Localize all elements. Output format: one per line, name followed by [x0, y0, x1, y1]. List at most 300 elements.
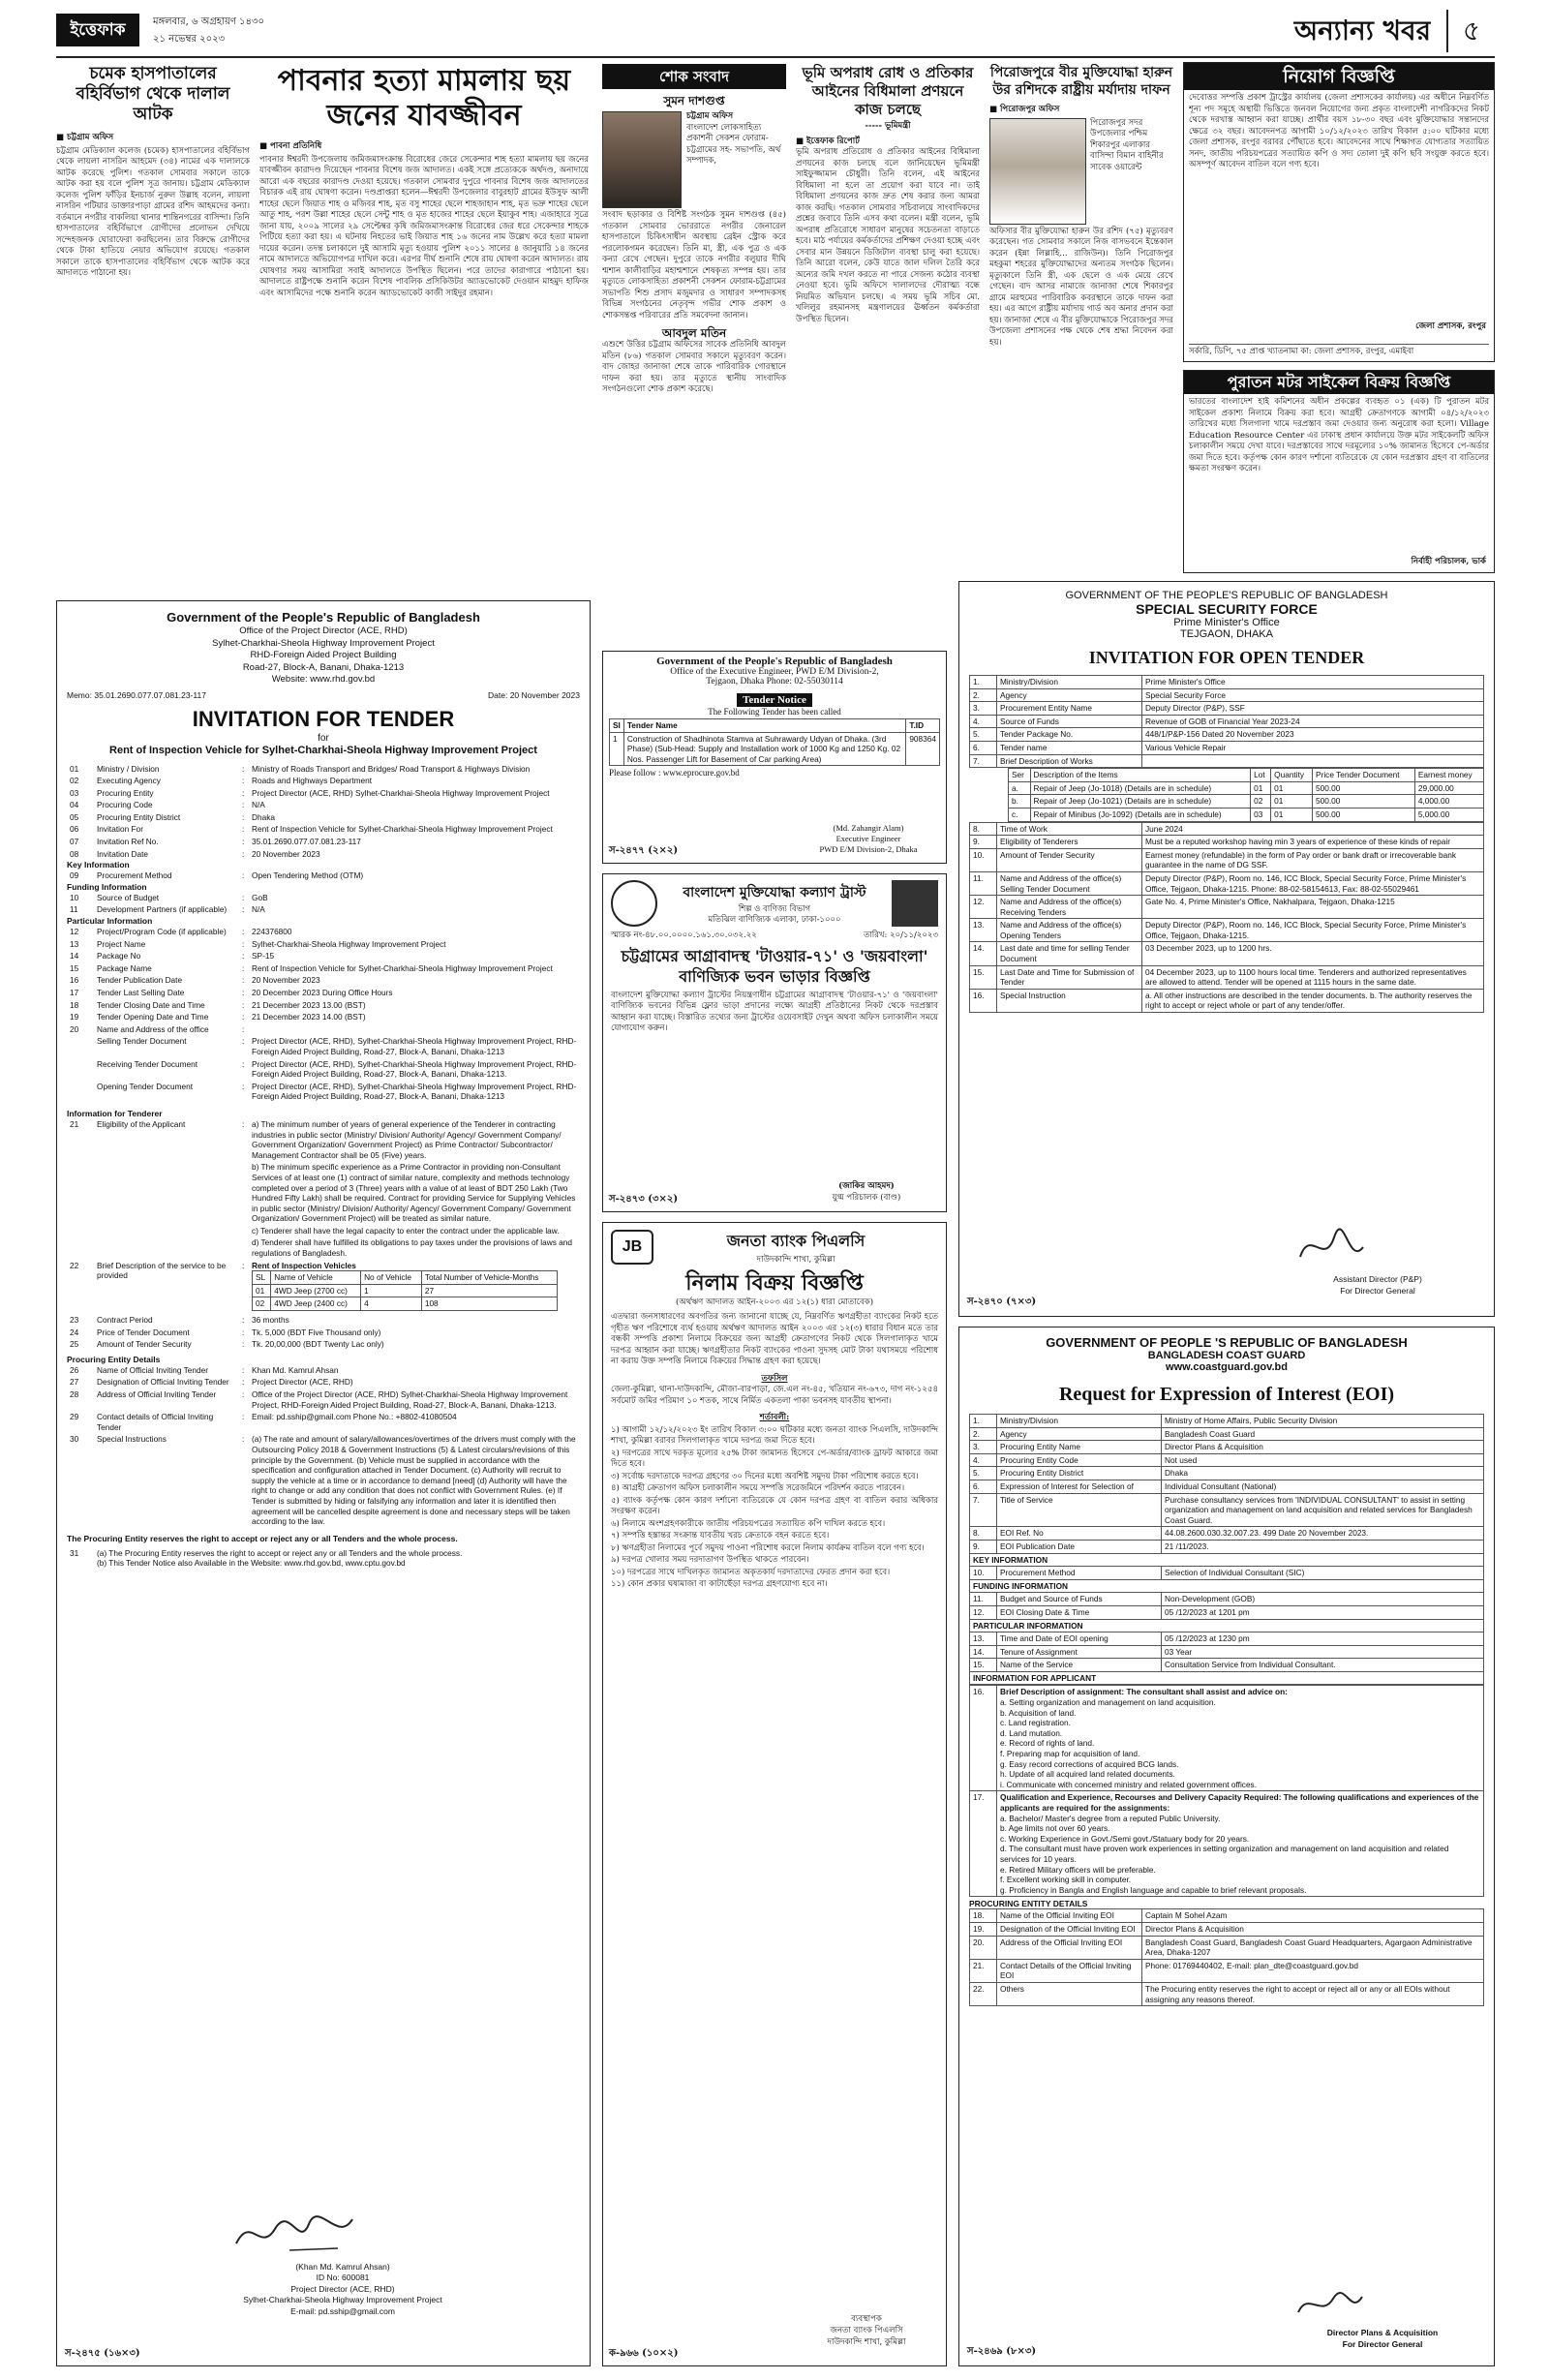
table-row	[970, 728, 1484, 742]
row-colon: :	[242, 892, 245, 902]
table-row	[253, 1284, 558, 1297]
row-label: Title of Service	[997, 1493, 1162, 1527]
row-label: Amount of Tender Security	[97, 1339, 192, 1350]
table-row	[970, 1632, 1484, 1646]
row-value: Rent of Inspection Vehicle for Sylhet-Charkhai-Sheola Highway Improvement Project	[252, 962, 553, 973]
rhd-table	[67, 1314, 580, 1351]
row-value: 35.01.2690.077.07.081.23-117	[252, 837, 361, 847]
row-label: Project Name	[97, 938, 146, 949]
table-row	[67, 950, 580, 962]
qual-item: a. Bachelor/ Master's degree from a reputed Public University.	[1000, 1813, 1221, 1823]
rhd-special: 30 Special Instructions : (a) The rate and amount of salary/allowances/overtimes of the drivers must comply with the Outsourcing Policy 2018 & Government Instructions (5) & Latest circulars/revisions of this principle by the Government. (b) Vehicle must be supplied in accordance with the specification and configuration attached in Tender Document. (c) Authority will recruit to supply the vehicle at a time or in accordance to demand [need] (d) Authority will have the right to change or add any condition that does not conflict with Government Rules. (e) If Tender is submitted by hiding or falsifying any information and later it is identified then agreement will be cancelled despite agreement is done and necessary steps will be taken according to the law.	[67, 1433, 580, 1527]
sign-desig: Project Director (ACE, RHD)	[290, 2283, 395, 2294]
row-value: Roads and Highways Department	[252, 776, 373, 786]
signature-scribble	[231, 2210, 357, 2258]
cg-web: www.coastguard.gov.bd	[1166, 1361, 1288, 1373]
table-row	[67, 799, 580, 811]
row-no: 15	[70, 962, 79, 973]
brief-item: c. Land registration.	[1000, 1718, 1071, 1728]
row-no: 9.	[970, 1540, 997, 1553]
table-cell: 108	[421, 1297, 557, 1311]
row-value: Consultation Service from Individual Consultant.	[1162, 1659, 1484, 1672]
row-no: 06	[70, 824, 79, 835]
row-label: EOI Publication Date	[997, 1540, 1162, 1553]
row-colon: :	[242, 824, 245, 835]
ssf-office: Prime Minister's Office	[1173, 617, 1280, 628]
row-no: 5.	[970, 1467, 997, 1480]
table-row	[970, 1982, 1484, 2005]
qual-item: g. Proficiency in Bangla and English language and capable to brief relevant proposals.	[1000, 1884, 1307, 1895]
pwd-sign: (Md. Zahangir Alam)	[833, 822, 904, 833]
row-value: Earnest money (refundable) in the form of Pay order or bank draft or irrecoverable bank guarantee in the name of DG SSF.	[1142, 848, 1484, 871]
rhd-subtitle: Rent of Inspection Vehicle for Sylhet-Charkhai-Sheola Highway Improvement Project	[109, 744, 537, 756]
sign-proj: Sylhet-Charkhai-Sheola Highway Improvement Project	[243, 2295, 442, 2304]
ad-coast-guard	[958, 1327, 1495, 2366]
row-value: Open Tendering Method (OTM)	[252, 870, 364, 881]
row-no: 14.	[970, 1645, 997, 1659]
row-label: Name and Address of the office	[97, 1023, 209, 1034]
obituary	[602, 64, 786, 606]
row-no: 17.	[970, 1791, 997, 1897]
pwd-called: The Following Tender has been called	[708, 707, 841, 717]
row-label: Others	[997, 1982, 1142, 2005]
row-no: 09	[70, 870, 79, 881]
table-row	[67, 974, 580, 987]
rhd-table	[67, 892, 580, 916]
table-row	[67, 987, 580, 999]
row-label: Procuring Entity District	[997, 1467, 1162, 1480]
row-label: Procurement Method	[97, 870, 172, 881]
table-row	[970, 822, 1484, 836]
rhd-section: Funding Information	[67, 881, 147, 892]
table-cell: 01	[253, 1284, 271, 1297]
rhd-section: Key Information	[67, 860, 130, 870]
row-value: Sylhet-Charkhai-Sheola Highway Improvement Project	[252, 938, 446, 949]
eligibility-c: c) Tenderer shall have the legal capacity to enter the contract under the applicable law.	[252, 1225, 560, 1236]
row-no: 26	[70, 1364, 79, 1375]
row-value: SP-15	[252, 951, 275, 961]
row-colon: :	[242, 811, 245, 822]
row-value: Tk. 20,00,000 (BDT Twenty Lac only)	[252, 1339, 384, 1350]
row-label: Procuring Entity District	[97, 811, 181, 822]
rhd-31	[67, 1547, 580, 1570]
ad-motorcycle	[1183, 370, 1495, 573]
bank-sign3: দাউদকান্দি শাখা, কুমিল্লা	[827, 2336, 906, 2347]
trust-portrait	[892, 880, 938, 927]
row-value: Dhaka	[252, 811, 275, 822]
row-colon: :	[242, 870, 245, 881]
row-value: Purchase consultancy services from 'INDIVIDUAL CONSULTANT' to assist in setting organization and management on land acquisition and related services for Bangladesh Coast Guard.	[1162, 1493, 1484, 1527]
row-label: Procuring Entity	[97, 787, 154, 798]
row-value: 20 November 2023	[252, 848, 320, 859]
row-no: 4.	[970, 715, 997, 728]
table-row	[67, 926, 580, 938]
table-row	[970, 1619, 1484, 1632]
row-no: 7.	[970, 1493, 997, 1527]
row-value: Deputy Director (P&P), SSF	[1142, 702, 1484, 716]
obituary-photo	[602, 111, 682, 208]
row-label: Tender Closing Date and Time	[97, 999, 205, 1010]
term-item: ৯) দরপত্র খোলার সময় দরদাতাগণ উপস্থিত থাকতে পারবেন।	[611, 1555, 809, 1565]
obituary-body: সংবাদ ছড়াকার ও বিশিষ্ট সংগঠক সুমন দাশগুপ্ত (৪৫) গতকাল সোমবার ভোররাতে নগরীর জেনারেল হাসপাতালে চিকিৎসাধীন অবস্থায় ব্রেইন স্ট্রোক করে পরলোকগমন করেছেন। তিনি মা, স্ত্রী, এক পুত্র ও এক কন্যা রেখে গেছেন। দুপুরে তাকে নগরীর বলুয়ার দীঘি শ্মশান কালীবাড়ির মহাশ্মশানে শেষকৃত্য সম্পন্ন হয়। তার মৃত্যুতে লোকসাহিত্য প্রকাশনী সেকশন ফোরাম-চট্টগ্রামের সভাপতি শিশু প্রসাদ মজুমদার ও সাধারণ সম্পাদকসহ বিভিন্ন সংগঠনের নেতৃবৃন্দ গভীর শোক প্রকাশ ও শোকসন্তপ্ত পরিবারের প্রতি সমবেদনা জানান।	[602, 210, 786, 320]
bank-sub: (অর্থঋণ আদালত আইন-২০০৩ এর ১২(১) ধারা মোতাবেক)	[675, 1297, 874, 1307]
row-label: Last Date and Time for Submission of Tender	[997, 965, 1142, 989]
pwd-line: Office of the Executive Engineer, PWD E/M Division-2,	[670, 667, 879, 677]
row-no: 05	[70, 811, 79, 822]
sign-for: For Director General	[1342, 2338, 1423, 2349]
row-value: June 2024	[1142, 822, 1484, 836]
ad-pwd-tender	[602, 651, 947, 864]
row-label: Last date and time for selling Tender Document	[997, 942, 1142, 965]
table-row	[67, 848, 580, 861]
row-value: a. All other instructions are described in the tender documents. b. The authority reserves the right to accept or reject whole or part of any tender/offer.	[1142, 989, 1484, 1012]
table-cell: 1	[610, 732, 624, 766]
row-value: 44.08.2600.030.32.007.23. 499 Date 20 November 2023.	[1162, 1527, 1484, 1541]
row-value: Must be a reputed workshop having min 3 years of experience of these kinds of repair	[1142, 836, 1484, 849]
section-title: অন্যান্য খবর	[1293, 15, 1431, 46]
story-headline: ভূমি অপরাধ রোধ ও প্রতিকার আইনের বিধিমালা প্রণয়নে কাজ চলছে	[802, 64, 974, 118]
pwd-line: Tejgaon, Dhaka Phone: 02-55030114	[706, 677, 843, 687]
row-label: Invitation Ref No.	[97, 837, 159, 847]
table-cell: Repair of Jeep (Jo-1021) (Details are in schedule)	[1030, 795, 1251, 809]
table-row	[970, 1922, 1484, 1936]
table-row	[1009, 795, 1484, 809]
table-row	[67, 1035, 580, 1057]
row-no: 16	[70, 975, 79, 986]
table-row	[970, 754, 1484, 768]
table-row	[970, 1659, 1484, 1672]
pwd-title: Tender Notice	[737, 693, 812, 707]
row-no: 19.	[970, 1922, 997, 1936]
ad-ref: স-২৪৭৩ (৩×২)	[609, 1194, 679, 1205]
ad-ref: স-২৪৭০ (৭×৩)	[967, 1297, 1037, 1307]
brief-item: a. Setting organization and management on land acquisition.	[1000, 1697, 1216, 1708]
bank-sign: ব্যবস্থাপক	[851, 2313, 882, 2324]
story-byline: ■ চট্টগ্রাম অফিস	[56, 133, 114, 142]
ad-trust	[602, 873, 947, 1212]
row-label: Ministry / Division	[97, 763, 160, 774]
row-colon: :	[242, 988, 245, 997]
qual-item: c. Working Experience in Govt./Semi govt./Statuary body for 20 years.	[1000, 1833, 1250, 1844]
row-label: Name of the Official Inviting EOI	[997, 1909, 1142, 1923]
story-funeral	[989, 64, 1173, 606]
table-row	[970, 1567, 1484, 1580]
row-label: Selling Tender Document	[97, 1036, 187, 1047]
row-colon: :	[242, 999, 245, 1010]
row-value: N/A	[252, 800, 265, 810]
row-value: Project Director (ACE, RHD) Sylhet-Charkhai-Sheola Highway Improvement Project	[252, 787, 550, 798]
ad-sign: জেলা প্রশাসক, রংপুর	[1415, 320, 1486, 331]
section-header: FUNDING INFORMATION	[970, 1579, 1484, 1593]
obituary-name-2: আবদুল মতিন	[661, 326, 727, 340]
obituary-byline: চট্টগ্রাম অফিস	[686, 111, 734, 121]
rhd-for: for	[318, 732, 329, 744]
table-cell: Construction of Shadhinota Stamva at Suhrawardy Udyan of Dhaka. (3rd Phase) (Sub-Head: Supply and Installation work of 1000 Kg and 1250 Kg. 02 Nos. Passenger Lift for Basement of Car parking Area)	[623, 732, 905, 766]
row-no	[67, 1058, 94, 1081]
row-value: Captain M Sohel Azam	[1142, 1909, 1484, 1923]
bank-title: নিলাম বিক্রয় বিজ্ঞপ্তি	[685, 1269, 864, 1296]
table-row	[67, 1023, 580, 1036]
table-row	[67, 1338, 580, 1351]
table-row	[970, 1540, 1484, 1553]
table-cell: 500.00	[1313, 781, 1415, 795]
row-colon: :	[242, 1023, 245, 1034]
row-label: Executing Agency	[97, 776, 161, 786]
sign-desig: Director Plans & Acquisition	[1326, 2328, 1439, 2337]
table-cell: 500.00	[1313, 795, 1415, 809]
table-cell: 500.00	[1313, 808, 1415, 821]
rhd-section: Information for Tenderer	[67, 1108, 163, 1118]
ad-ref: স-২৪৭৭ (২×২)	[609, 845, 679, 856]
table-row	[970, 1593, 1484, 1606]
row-label: Name of the Service	[997, 1659, 1162, 1672]
sign-desig: Assistant Director (P&P)	[1333, 1274, 1422, 1284]
rhd-line: RHD-Foreign Aided Project Building	[250, 650, 397, 660]
signature-scribble	[1291, 2285, 1368, 2324]
row-no: 10.	[970, 1567, 997, 1580]
row-value: 21 /11/2023.	[1162, 1540, 1484, 1553]
row-no: 6.	[970, 741, 997, 754]
bank-name: জনতা ব্যাংক পিএলসি	[726, 1232, 866, 1250]
row-colon: :	[242, 1364, 245, 1375]
story-byline: ■ পাবনা প্রতিনিধি	[259, 141, 322, 151]
qual-item: b. Age limits not over 60 years.	[1000, 1823, 1110, 1834]
row-label: Project/Program Code (if applicable)	[97, 927, 227, 937]
row-no: 9.	[970, 836, 997, 849]
row-label: Invitation For	[97, 824, 143, 835]
row-value: Special Security Force	[1142, 688, 1484, 702]
row-value: Dhaka	[1162, 1467, 1484, 1480]
table-row	[970, 715, 1484, 728]
row-label: Procuring Entity Code	[997, 1453, 1162, 1467]
row-no: 8.	[970, 822, 997, 836]
row-no: 12.	[970, 1605, 997, 1619]
row-value: Project Director (ACE, RHD), Sylhet-Charkhai-Sheola Highway Improvement Project, RHD-Foreign Aided Project Building, Road-27, Block-A, Banani, Dhaka-1213	[252, 1036, 577, 1056]
table-row	[970, 1467, 1484, 1480]
row-value: 21 December 2023 14.00 (BST)	[252, 1012, 366, 1022]
sign-id: ID No: 600081	[316, 2273, 370, 2282]
row-label: Source of Funds	[997, 715, 1142, 728]
row-value: Not used	[1162, 1453, 1484, 1467]
table-row	[970, 1453, 1484, 1467]
bank-branch: দাউদকান্দি শাখা, কুমিল্লা	[756, 1255, 835, 1265]
bank-schedule-title: তফসিল	[761, 1373, 788, 1384]
note-b: (b) This Tender Notice also Available in the Website: www.rhd.gov.bd, www.cptu.gov.bd	[97, 1558, 406, 1569]
table-header: Earnest money	[1414, 769, 1483, 782]
rhd-memo: Memo: 35.01.2690.077.07.081.23-117	[67, 689, 206, 700]
table-row	[67, 1081, 580, 1103]
term-item: ১০) দরপত্রের সাথে দাখিলকৃত জামানত অকৃতকার্য দরদাতাদের ফেরত প্রদান করা হবে।	[611, 1567, 891, 1577]
bank-sign2: জনতা ব্যাংক পিএলসি	[830, 2325, 903, 2335]
table-row	[970, 741, 1484, 754]
row-no: 18.	[970, 1909, 997, 1923]
row-value: Bangladesh Coast Guard, Bangladesh Coast Guard Headquarters, Agargaon Administrative Area, Dhaka-1207	[1142, 1936, 1484, 1959]
table-row	[970, 1936, 1484, 1959]
cg-gov: GOVERNMENT OF PEOPLE 'S REPUBLIC OF BANGLADESH	[1046, 1335, 1408, 1350]
obituary-label: শোক সংবাদ	[602, 64, 786, 89]
brief-item: g. Easy record corrections of acquired BCG lands.	[1000, 1758, 1179, 1769]
rhd-table	[67, 870, 580, 882]
row-colon: :	[242, 1058, 245, 1069]
ssf-title: INVITATION FOR OPEN TENDER	[1088, 648, 1365, 667]
row-no: 17	[70, 988, 79, 997]
table-row	[67, 1388, 580, 1411]
ad-rhd-tender	[56, 600, 591, 2366]
eligibility-d: d) Tenderer shall have fulfilled its obligations to pay taxes under the provisions of laws and regulations of Bangladesh.	[252, 1237, 572, 1259]
row-no: 13	[70, 938, 79, 949]
bank-terms-title: শর্তাবলী:	[759, 1413, 790, 1422]
row-value: Ministry of Home Affairs, Public Security Division	[1162, 1415, 1484, 1428]
trust-title: চট্টগ্রামের আগ্রাবাদস্থ 'টাওয়ার-৭১' ও 'জয়বাংলা' বাণিজ্যিক ভবন ভাড়ার বিজ্ঞপ্তি	[621, 946, 928, 986]
row-colon: :	[242, 837, 245, 847]
row-no: 14.	[970, 942, 997, 965]
bank-terms	[611, 1425, 938, 1591]
ssf-gov: GOVERNMENT OF THE PEOPLE'S REPUBLIC OF BANGLADESH	[1065, 590, 1388, 601]
table-header: Lot	[1251, 769, 1271, 782]
story-body: অফিসার বীর মুক্তিযোদ্ধা হারুন উর রশিদ (৭৫) মৃত্যুবরণ করেছেন। গত সোমবার সকালে নিজ বাসভবনে ইন্তেকাল করেন (ইন্না লিল্লাহি... রাজিউন)। তিনি পিরোজপুর মহকুমা শহরের মুক্তিযোদ্ধাদের অন্যতম সংগঠক ছিলেন। মৃত্যুকালে তিনি স্ত্রী, এক ছেলে ও এক মেয়ে রেখে গেছেন। বাদ আসর নামাজে জানাজা শেষে শিকারপুর গ্রামে মরহুমের পারিবারিক কবরস্থানে তাকে দাফন করা হয়। এর আগে রাষ্ট্রীয় মর্যাদায় গার্ড অব অনার প্রদান করা হয়। জানাজা শেষে এ বীর মুক্তিযোদ্ধাকে পিরোজপুর সদর উপজেলা প্রশাসনের পক্ষ থেকে শেষ শ্রদ্ধা নিবেদন করা হয়।	[989, 226, 1173, 348]
row-colon: :	[242, 800, 245, 810]
rhd-eligibility: 21 Eligibility of the Applicant : a) The minimum number of years of general experience of the Tenderer in contracting industries in public sector (Ministry/ Division/ Authority/ Agency/ Government Company/ Government Organization/ Government Project) as Prime Contractor/ Subcontractor/ Management Contractor shall be 05 (Five) years. b) The minimum specific experience as a Prime Contractor in providing non-Consultant Services of at least one (1) contract of similar nature, complexity and methods technology completed over a period of 3 (Three) years with a value of at least of BDT 250 Lakh (Two Hundred Fifty Lakh) shall be required. Contract for providing Service for Supplying Vehicles in public sector (Ministry/ Division/ Authority/ Agency/ Government Company/ Government Organization/ Government Project) will be treated as similar nature. c) Tenderer shall have the legal capacity to enter the contract under the applicable law. d) Tenderer shall have fulfilled its obligations to pay taxes under the provisions of laws and regulations of Bangladesh. 22 Brief Description of the service to be provided : Rent of Inspection Vehicles SL Name of Vehicle No of Vehicle Total Number of Vehicle-Months 01 4WD Jeep (2700 cc) 1 27 02 4WD Jeep (2400 cc) 4 108	[67, 1118, 580, 1312]
ad-ref: স-২৪৬৯ (৮×৩)	[967, 2346, 1037, 2357]
row-label: Expression of Interest for Selection of	[997, 1480, 1162, 1493]
row-value: 03 Year	[1162, 1645, 1484, 1659]
table-row	[970, 1493, 1484, 1527]
rhd-title: INVITATION FOR TENDER	[192, 706, 455, 731]
table-row	[67, 938, 580, 951]
table-cell: 02	[253, 1297, 271, 1311]
vehicle-table	[252, 1270, 558, 1311]
row-value: Deputy Director (P&P), Room no. 146, ICC Block, Special Security Force, Prime Minister's Office, Tejgaon, Dhaka-1215. Phone: 88-02-58154613, Fax: 88-02-55029461	[1142, 871, 1484, 895]
rhd-line: Road-27, Block-A, Banani, Dhaka-1213	[242, 661, 405, 673]
ssf-signature	[1291, 1228, 1465, 1297]
ad-ref: ক-৯৬৬ (১০×২)	[609, 2348, 679, 2359]
table-row	[67, 870, 580, 882]
story-pabna	[259, 64, 589, 519]
row-no: 10	[70, 892, 79, 902]
funeral-photo	[989, 118, 1086, 225]
row-label: Amount of Tender Security	[997, 848, 1142, 871]
row-no: 7.	[970, 754, 997, 768]
row-label: Contact details of Official Inviting Tender	[97, 1412, 214, 1432]
row-colon: :	[242, 763, 245, 774]
bank-logo-icon: JB	[611, 1230, 653, 1265]
row-no: 21	[70, 1118, 79, 1129]
brief-item: i. Communicate with concerned ministry and related government offices.	[1000, 1779, 1258, 1789]
trust-name: বাংলাদেশ মুক্তিযোদ্ধা কল্যাণ ট্রাস্ট	[683, 884, 866, 900]
table-row	[970, 676, 1484, 689]
section-header: INFORMATION FOR APPLICANT	[970, 1671, 1484, 1685]
sign-name: (Khan Md. Kamrul Ahsan)	[295, 2261, 390, 2272]
table-row	[1009, 781, 1484, 795]
row-label: Address of the Official Inviting EOI	[997, 1936, 1142, 1959]
row-label: EOI Closing Date & Time	[997, 1605, 1162, 1619]
row-value: 36 months	[252, 1315, 289, 1326]
ad-title: নিয়োগ বিজ্ঞপ্তি	[1184, 63, 1494, 90]
row-no: 2.	[970, 1427, 997, 1441]
table-cell: 01	[1271, 781, 1313, 795]
row-value: Prime Minister's Office	[1142, 676, 1484, 689]
table-row	[970, 896, 1484, 919]
row-colon: :	[242, 1412, 245, 1422]
sign-for: For Director General	[1340, 1285, 1415, 1296]
table-row	[970, 989, 1484, 1012]
table-cell: 1	[361, 1284, 422, 1297]
row-colon: :	[242, 962, 245, 973]
row-no: 11.	[970, 871, 997, 895]
table-header: SL	[253, 1271, 271, 1285]
row-no: 19	[70, 1012, 79, 1022]
row-colon: :	[242, 951, 245, 961]
table-row	[67, 1327, 580, 1339]
row-value: 05 /12/2023 at 1201 pm	[1162, 1605, 1484, 1619]
masthead	[56, 10, 1495, 52]
row-label: Designation of Official Inviting Tender	[97, 1377, 229, 1388]
masthead-logo: ইত্তেফাক	[56, 14, 139, 46]
term-item: ৩) সর্বোচ্চ দরদাতাকে দরপত্র গ্রহণের ৩০ দিনের মধ্যে অবশিষ্ট সমুদয় টাকা পরিশোধ করতে হবে।	[611, 1471, 919, 1481]
row-label: Designation of the Official Inviting EOI	[997, 1922, 1142, 1936]
table-row	[253, 1297, 558, 1311]
ad-ref: স-২৪৭৫ (১৬×৩)	[65, 2348, 140, 2359]
trust-body: বাংলাদেশ মুক্তিযোদ্ধা কল্যাণ ট্রাস্টের নিয়ন্ত্রণাধীন চট্টগ্রামের আগ্রাবাদস্থ 'টাওয়ার-৭১' ও 'জয়বাংলা' বাণিজ্যিক ভবনের বিভিন্ন ফ্লোর ভাড়া প্রদানের লক্ষ্যে আগ্রহী প্রতিষ্ঠানের নিকট থেকে দরপ্রস্তাব আহ্বান করা যাচ্ছে। বিস্তারিত তথ্যের জন্য ট্রাস্টের ওয়েবসাইট দেখুন অথবা অফিস চলাকালীন সময়ে যোগাযোগ করুন।	[611, 990, 938, 1033]
table-row	[67, 1058, 580, 1081]
row-no: 11.	[970, 1593, 997, 1606]
story-body: ভূমি অপরাধ প্রতিরোধ ও প্রতিকার আইনের বিধিমালা প্রণয়নের কাজ চলছে বলে জানিয়েছেন ভূমিমন্ত্রী সাইফুজ্জামান চৌধুরী। তিনি বলেন, এই আইনের বিধিমালা না হলে তা প্রয়োগ করা যাবে না। তাই বিধিমালা প্রণয়নের কাজ দ্রুত শেষ করার জন্য আমরা কাজ করছি। গতকাল সোমবার সচিবালয়ে সাংবাদিকদের প্রশ্নের জবাবে তিনি এসব কথা বলেন। মন্ত্রী বলেন, ভূমি অপরাধ প্রতিরোধে সাধারণ মানুষের সচেতনতা বাড়াতে হবে। মাঠ পর্যায়ের কর্মকর্তাদের প্রশিক্ষণ দেওয়া হচ্ছে এবং সেবার মান উন্নয়নে ডিজিটাল ব্যবস্থা চালু করা হয়েছে। তিনি আরো বলেন, কেউ যাতে জাল দলিল তৈরি করে অন্যের জমি দখল করতে না পারে সেজন্য কঠোর ব্যবস্থা নেওয়া হবে। ভূমি অফিসে দালালদের দৌরাত্ম্য বন্ধে নিয়মিত অভিযান চলছে। এ সময় ভূমি সচিব মো. খলিলুর রহমানসহ মন্ত্রণালয়ের ঊর্ধ্বতন কর্মকর্তারা উপস্থিত ছিলেন।	[796, 147, 980, 324]
table-cell: 02	[1251, 795, 1271, 809]
row-colon: :	[242, 927, 245, 937]
trust-sign: (জাকির আহমদ)	[838, 1180, 895, 1191]
row-no: 29	[70, 1412, 79, 1422]
table-row	[970, 848, 1484, 871]
sign-email: E-mail: pd.sship@gmail.com	[290, 2305, 395, 2316]
table-header: Ser	[1009, 769, 1031, 782]
row-label: Procuring Code	[97, 800, 153, 810]
row-value: Project Director (ACE, RHD), Sylhet-Charkhai-Sheola Highway Improvement Project, RHD-Foreign Aided Project Building, Road-27, Block-A, Banani, Dhaka-1213.	[252, 1058, 577, 1080]
qual-title: Qualification and Experience, Recourses and Delivery Capacity Required: The following qualifications and experiences of the applicants are required for the assignments:	[1000, 1792, 1479, 1813]
table-header: Quantity	[1271, 769, 1313, 782]
row-no: 04	[70, 800, 79, 810]
table-cell: 27	[421, 1284, 557, 1297]
table-row	[970, 1645, 1484, 1659]
row-label: Development Partners (if applicable)	[97, 904, 228, 915]
row-no: 22.	[970, 1982, 997, 2005]
ad-ssf-tender	[958, 581, 1495, 1317]
row-value: 20 December 2023 During Office Hours	[252, 988, 393, 997]
row-colon: :	[242, 1036, 245, 1047]
cg-table	[969, 1414, 1484, 1685]
rhd-table	[67, 763, 580, 861]
table-row	[970, 919, 1484, 942]
bank-schedule: জেলা-কুমিল্লা, থানা-দাউদকান্দি, মৌজা-বারপাড়া, জে.এল নং-৪৫, খতিয়ান নং-৬৭৩, দাগ নং-১২৫৪ সর্বমোট জমির পরিমাণ ১০ শতক, সাথে নির্মিত একতলা পাকা ভবনসহ যাবতীয় স্থাপনা।	[611, 1385, 938, 1406]
trust-sign2: যুগ্ম পরিচালক (বাণ্ড)	[832, 1192, 901, 1203]
table-header: No of Vehicle	[361, 1271, 422, 1285]
row-label: Ministry/Division	[997, 676, 1142, 689]
row-value: Phone: 01769440402, E-mail: plan_dte@coastguard.gov.bd	[1142, 1959, 1484, 1982]
row-no: 28	[70, 1389, 79, 1399]
table-cell: 01	[1271, 808, 1313, 821]
eligibility-a: a) The minimum number of years of general experience of the Tenderer in contracting industries in public sector (Ministry/ Division/ Authority/ Agency/ Government Company/ Government Organization/ Government Project) as Prime Contractor/ Subcontractor/ Management Contractor shall be 05 (Five) years.	[252, 1118, 562, 1160]
term-item: ৬) নিলামে অংশগ্রহণকারীকে জাতীয় পরিচয়পত্রের সত্যায়িত কপি দাখিল করতে হবে।	[611, 1518, 886, 1529]
rhd-website: Website: www.rhd.gov.bd	[271, 674, 376, 685]
row-no: 30	[70, 1434, 79, 1445]
row-value: Project Director (ACE, RHD), Sylhet-Charkhai-Sheola Highway Improvement Project, RHD-Foreign Aided Project Building, Road-27, Block-A, Banani, Dhaka-1213	[252, 1081, 577, 1102]
table-row	[67, 892, 580, 904]
term-item: ৪) আগ্রহী ক্রেতাগণ অফিস চলাকালীন সময়ে সম্পত্তি সরেজমিনে পরিদর্শন করতে পারবেন।	[611, 1483, 905, 1493]
table-row	[1009, 808, 1484, 821]
row-no: 13.	[970, 919, 997, 942]
row-label: Tender Package No.	[997, 728, 1142, 742]
table-row	[970, 688, 1484, 702]
row-label: Tender name	[997, 741, 1142, 754]
